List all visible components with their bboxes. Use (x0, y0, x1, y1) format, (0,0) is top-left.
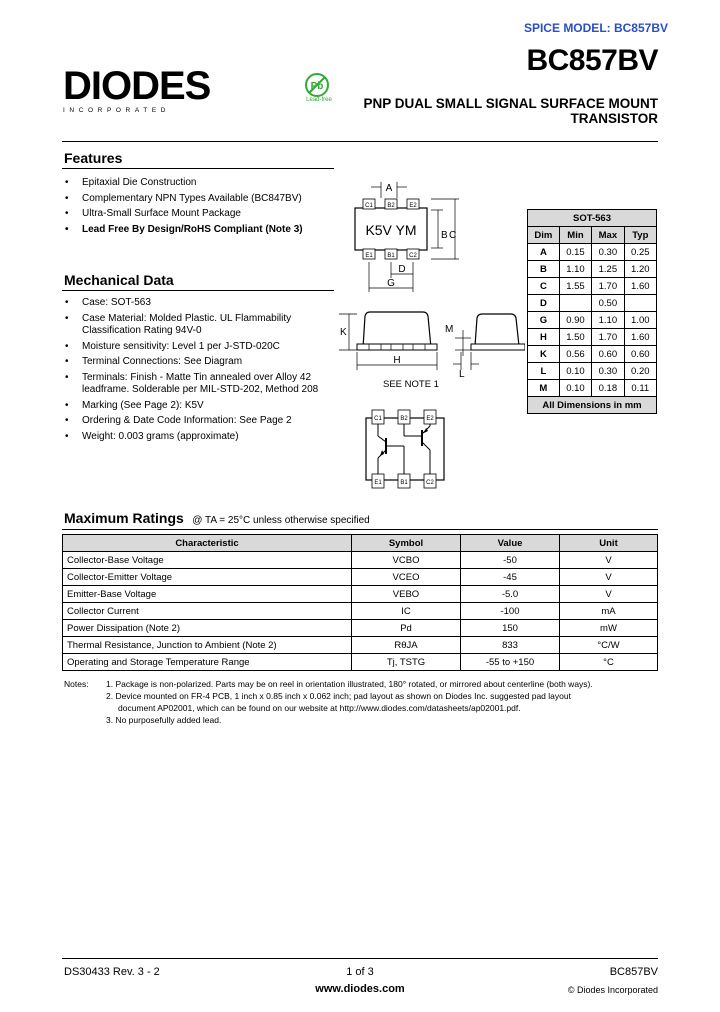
table-row: G 0.90 1.10 1.00 (528, 312, 657, 329)
dim-label-b: B (441, 230, 448, 241)
lead-free-icon (304, 72, 330, 98)
website-link[interactable]: www.diodes.com (315, 983, 405, 995)
features-title: Features (64, 150, 123, 166)
package-side-view-diagram (335, 308, 525, 390)
dimensions-header: Typ (624, 227, 656, 244)
pin-label: C1 (365, 203, 373, 209)
table-row: Emitter-Base Voltage VEBO -5.0 V (63, 586, 658, 603)
pb-symbol: Pb (310, 81, 324, 92)
mechanical-item: • Ordering & Date Code Information: See Page 2 (62, 415, 320, 428)
mechanical-item: • Terminals: Finish - Matte Tin annealed over Alloy 42 leadframe. Solderable per MIL-STD-202, Method 208 (62, 372, 320, 397)
feature-item: • Complementary NPN Types Available (BC847BV) (62, 193, 312, 206)
dimensions-table-footer: All Dimensions in mm (528, 397, 657, 414)
dim-label-l: L (459, 369, 465, 380)
dim-label-m: M (445, 324, 454, 335)
mechanical-item: • Case Material: Molded Plastic. UL Flammability Classification Rating 94V-0 (62, 313, 320, 338)
dimensions-table (527, 209, 657, 414)
diodes-logo (63, 66, 233, 112)
dim-label-h: H (393, 355, 401, 366)
note-item: document AP02001, which can be found on our website at http://www.diodes.com/datasheets/ap02001.pdf. (118, 703, 521, 713)
package-top-view-diagram (335, 180, 525, 295)
schematic-pin-label: E2 (426, 416, 434, 422)
max-ratings-condition: @ TA = 25°C unless otherwise specified (192, 515, 370, 526)
max-ratings-title: Maximum Ratings (64, 510, 184, 526)
spice-model-label: SPICE MODEL: BC857BV (523, 21, 668, 35)
note-item: 1. Package is non-polarized. Parts may be on reel in orientation illustrated, 180° rotated, or mirrored about centerline (both ways). (106, 679, 593, 689)
mechanical-title: Mechanical Data (64, 272, 174, 288)
part-subtitle (363, 96, 658, 126)
table-row: Collector-Base Voltage VCBO -50 V (63, 552, 658, 569)
pin-label: E2 (409, 203, 417, 209)
table-row: Collector Current IC -100 mA (63, 603, 658, 620)
dimensions-header: Max (592, 227, 624, 244)
table-row: A 0.15 0.30 0.25 (528, 244, 657, 261)
feature-item: • Lead Free By Design/RoHS Compliant (Note 3) (62, 224, 312, 237)
mechanical-item: • Case: SOT-563 (62, 297, 320, 310)
mechanical-item: • Marking (See Page 2): K5V (62, 400, 320, 413)
doc-number: DS30433 Rev. 3 - 2 (64, 966, 160, 978)
dimensions-header: Min (559, 227, 591, 244)
ratings-header: Symbol (352, 535, 461, 552)
logo-text: DIODES (63, 64, 211, 108)
table-row: B 1.10 1.25 1.20 (528, 261, 657, 278)
page-number: 1 of 3 (346, 966, 374, 978)
ratings-header: Characteristic (63, 535, 352, 552)
pin-label: C2 (409, 253, 417, 259)
dim-label-c: C (449, 230, 457, 241)
feature-item: • Ultra-Small Surface Mount Package (62, 208, 312, 221)
table-row: Thermal Resistance, Junction to Ambient (Note 2) RθJA 833 °C/W (63, 637, 658, 654)
feature-item: • Epitaxial Die Construction (62, 177, 312, 190)
schematic-pin-label: B2 (400, 416, 408, 422)
subtitle-line-2: TRANSISTOR (570, 111, 658, 126)
lead-free-label: Lead-free (306, 97, 332, 103)
copyright: © Diodes Incorporated (567, 985, 658, 995)
mechanical-rule (62, 290, 334, 291)
table-row: Operating and Storage Temperature Range Tj, TSTG -55 to +150 °C (63, 654, 658, 671)
table-row: Collector-Emitter Voltage VCEO -45 V (63, 569, 658, 586)
ratings-header: Unit (560, 535, 658, 552)
footer-part-number: BC857BV (609, 966, 658, 978)
table-row: K 0.56 0.60 0.60 (528, 346, 657, 363)
pin-label: B2 (387, 203, 395, 209)
table-row: H 1.50 1.70 1.60 (528, 329, 657, 346)
max-ratings-rule (62, 529, 658, 530)
table-row: M 0.10 0.18 0.11 (528, 380, 657, 397)
header-rule (62, 141, 658, 142)
notes-list (106, 678, 658, 726)
dimensions-table-title: SOT-563 (528, 210, 657, 227)
dim-label-a: A (385, 183, 393, 194)
note-item: 2. Device mounted on FR-4 PCB, 1 inch x 0.85 inch x 0.062 inch; pad layout as shown on Diodes Inc. suggested pad layout (106, 691, 571, 701)
schematic-pin-label: C2 (426, 480, 434, 486)
max-ratings-heading (64, 510, 660, 528)
dim-label-d: D (398, 264, 406, 275)
terminal-connections-schematic (360, 406, 450, 492)
mechanical-item: • Weight: 0.003 grams (approximate) (62, 431, 320, 444)
table-row: L 0.10 0.30 0.20 (528, 363, 657, 380)
dim-label-k: K (340, 327, 347, 338)
subtitle-line-1: PNP DUAL SMALL SIGNAL SURFACE MOUNT (363, 96, 658, 111)
max-ratings-table (62, 534, 658, 671)
ratings-header: Value (461, 535, 560, 552)
see-note-label: SEE NOTE 1 (383, 379, 439, 390)
part-number: BC857BV (526, 44, 658, 77)
features-list (62, 177, 312, 239)
mechanical-item: • Terminal Connections: See Diagram (62, 356, 320, 369)
table-row: C 1.55 1.70 1.60 (528, 278, 657, 295)
schematic-pin-label: E1 (374, 480, 382, 486)
pin-label: E1 (365, 253, 373, 259)
pin-label: B1 (387, 253, 395, 259)
dim-label-g: G (387, 278, 395, 289)
dimensions-header: Dim (528, 227, 560, 244)
mechanical-item: • Moisture sensitivity: Level 1 per J-STD-020C (62, 341, 320, 354)
table-row: Power Dissipation (Note 2) Pd 150 mW (63, 620, 658, 637)
note-item: 3. No purposefully added lead. (106, 715, 222, 725)
table-row: D 0.50 (528, 295, 657, 312)
schematic-pin-label: C1 (374, 416, 382, 422)
schematic-pin-label: B1 (400, 480, 408, 486)
footer-rule (62, 958, 658, 959)
notes-label: Notes: (64, 679, 89, 689)
features-rule (62, 168, 334, 169)
package-marking: K5V YM (365, 222, 417, 238)
mechanical-list (62, 297, 320, 446)
logo-subtext: INCORPORATED (63, 107, 171, 114)
